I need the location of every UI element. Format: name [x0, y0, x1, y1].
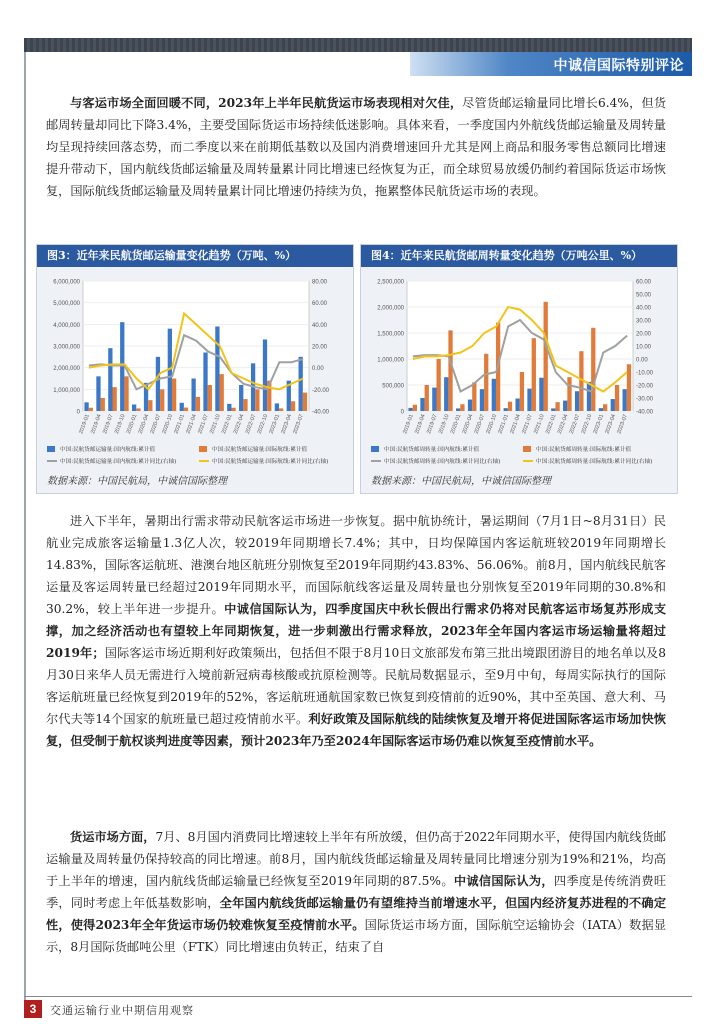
legend-label: 中国:民航货邮运输量:国际航线:累计值 [212, 447, 308, 453]
y-tick-label-right: 10.00 [636, 344, 652, 351]
legend-swatch [199, 446, 207, 452]
bar-series-2 [89, 408, 93, 411]
bar-series-1 [408, 408, 412, 411]
bar-series-2 [532, 338, 536, 411]
x-tick-label: 2023-01 [268, 413, 282, 435]
bar-series-2 [448, 330, 452, 411]
paragraph-body: 四季度是传统消费旺季，同时考虑上年低基数影响， [46, 874, 667, 910]
y-tick-label-left: 2,000,000 [377, 305, 404, 312]
x-tick-label: 2021-04 [185, 413, 198, 435]
bar-series-1 [527, 389, 531, 411]
bar-series-1 [456, 408, 460, 411]
x-tick-label: 2022-10 [256, 413, 270, 435]
y-tick-label-right: 60.00 [636, 279, 652, 286]
x-tick-label: 2021-07 [521, 413, 534, 435]
y-tick-label-left: 1,000,000 [53, 387, 80, 394]
x-tick-label: 2023-04 [280, 413, 294, 435]
legend-label: 中国:民航货邮运输量:国内航线:累计同比(右轴) [60, 459, 177, 465]
bar-series-2 [472, 382, 476, 411]
x-tick-label: 2019-10 [437, 413, 451, 435]
bar-series-2 [303, 393, 307, 411]
y-tick-label-right: 60.00 [312, 301, 328, 308]
bar-series-2 [243, 399, 247, 411]
bar-series-1 [575, 391, 579, 411]
legend-swatch [371, 446, 379, 452]
x-tick-label: 2023-01 [592, 413, 606, 435]
x-tick-label: 2019-10 [113, 413, 127, 435]
paragraph-passenger-h2 [46, 510, 666, 752]
paragraph-body: 国际货运市场方面，国际航空运输协会（IATA）数据显示，8月国际货邮吨公里（FTK）同比增速由负转正，结束了自 [46, 918, 667, 954]
bar-series-1 [504, 408, 508, 411]
y-tick-label-right: 20.00 [312, 344, 328, 351]
figure-4-source: 数据来源：中国民航局，中诚信国际整理 [371, 476, 551, 487]
figure-3-source: 数据来源：中国民航局，中诚信国际整理 [47, 476, 227, 487]
bar-series-1 [468, 400, 472, 411]
bar-series-1 [215, 327, 219, 412]
bar-series-2 [484, 354, 488, 411]
bar-series-2 [436, 359, 440, 411]
y-tick-label-left: 5,000,000 [53, 301, 80, 308]
bar-series-1 [96, 376, 100, 411]
x-tick-label: 2020-04 [137, 413, 151, 435]
bar-series-2 [184, 408, 188, 411]
bar-series-2 [291, 401, 295, 411]
bar-series-2 [136, 408, 140, 411]
x-tick-label: 2022-01 [221, 413, 234, 435]
x-tick-label: 2023-04 [604, 413, 618, 435]
paragraph-bold: 中诚信国际认为， [453, 874, 554, 888]
bar-series-1 [263, 340, 267, 412]
bar-series-2 [425, 385, 429, 411]
bar-series-1 [203, 353, 207, 412]
bar-series-1 [120, 322, 124, 411]
figure-4 [360, 244, 678, 494]
paragraph-body: 7月、8月国内消费同比增速较上半年有所放缓，但仍高于2022年同期水平，使得国内航线货邮运输量及周转量仍保持较高的同比增速。前8月，国内航线货邮运输量及周转量同比增速分别为19%和21%，均高于上半年的增速，国内航线货邮运输量已经恢复至2019年同期的87.5%。 [46, 830, 666, 888]
x-tick-label: 2021-10 [533, 413, 546, 435]
x-tick-label: 2022-07 [244, 413, 258, 435]
legend-swatch [47, 446, 55, 452]
header-title: 中诚信国际特别评论 [553, 58, 684, 74]
paragraph-bold: 利好政策及国际航线的陆续恢复及增开将促进国际客运市场加快恢复，但受制于航权谈判进度等因素，预计2023年乃至2024年国际客运市场仍难以恢复至疫情前水平。 [46, 712, 666, 748]
y-tick-label-right: 20.00 [636, 331, 652, 338]
bar-series-2 [124, 376, 128, 411]
bar-series-2 [520, 372, 524, 411]
x-tick-label: 2020-04 [461, 413, 475, 435]
bar-series-1 [480, 389, 484, 411]
bar-series-2 [615, 385, 619, 411]
figure-3 [36, 244, 354, 494]
bar-series-2 [544, 302, 548, 411]
y-tick-label-left: 6,000,000 [53, 279, 80, 286]
y-tick-label-right: -10.00 [636, 370, 654, 377]
bar-series-1 [239, 385, 243, 411]
x-tick-label: 2021-01 [497, 413, 510, 435]
x-tick-label: 2022-04 [232, 413, 246, 435]
bar-series-1 [551, 408, 555, 411]
bar-series-1 [108, 348, 112, 411]
y-tick-label-right: 0.00 [636, 357, 648, 364]
bar-series-1 [132, 405, 136, 412]
bar-series-2 [196, 397, 200, 411]
paragraph-cargo-h2 [46, 826, 666, 958]
bar-series-1 [539, 378, 543, 411]
y-tick-label-left: 500,000 [382, 383, 404, 390]
bar-series-2 [101, 398, 105, 411]
page-number: 3 [24, 1000, 42, 1018]
footer-rule [24, 996, 692, 997]
bar-series-2 [627, 364, 631, 411]
paragraph-cargo-intro [46, 92, 666, 202]
y-tick-label-right: 40.00 [636, 305, 652, 312]
paragraph-bold: 全年国内航线货邮运输量仍有望维持当前增速水平，但国内经济复苏进程的不确定性，使得2023年全年货运市场仍较难恢复至疫情前水平。 [46, 896, 667, 932]
bar-series-2 [148, 400, 152, 411]
x-tick-label: 2022-07 [568, 413, 582, 435]
bar-series-2 [255, 389, 259, 411]
bar-series-1 [420, 398, 424, 411]
bar-series-1 [563, 401, 567, 411]
bar-series-2 [508, 402, 512, 411]
y-tick-label-right: 0.00 [312, 366, 324, 373]
bar-series-1 [587, 382, 591, 411]
x-tick-label: 2021-04 [509, 413, 522, 435]
paragraph-body: 国际客运市场近期利好政策频出，包括但不限于8月10日文旅部发布第三批出境跟团游目的地名单以及8月30日来华人员无需进行入境前新冠病毒核酸或抗原检测等。民航局数据显示，至9月中旬，每周实际执行的国际客运航班量已经恢复到2019年的52%，客运航班通航国家数已恢复到疫情前的近90%，其中至英国、意大利、马尔代夫等14个国家的航班量已超过疫情前水平。 [46, 646, 667, 726]
y-tick-label-left: 0 [76, 409, 80, 416]
bar-series-2 [220, 374, 224, 411]
legend-label: 中国:民航货邮周转量:国际航线:累计值 [536, 447, 632, 453]
bar-series-2 [567, 377, 571, 411]
paragraph-body: 进入下半年，暑期出行需求带动民航客运市场进一步恢复。据中航协统计，暑运期间（7月1日~8月31日）民航业完成旅客运输量1.3亿人次，较2019年同期增长7.4%；其中，日均保障国内客运航班较2019年同期增长14.83%，国际客运航班、港澳台地区航班分别恢复至2019年同期约43.83%、56.06%。前8月，国内航线民航客运量及客运周转量已经超过2019年同期水平，而国际航线客运量及周转量也分别恢复至2019年同期的30.8%和30.2%，较上半年进一步提升。 [46, 514, 666, 616]
figure-4-chart [367, 273, 673, 473]
y-tick-label-right: -20.00 [312, 387, 330, 394]
paragraph-body: 尽管货邮运输量同比增长6.4%，但货邮周转量却同比下降3.4%，主要受国际货运市场持续低迷影响。具体来看，一季度国内外航线货邮运输量及周转量均呈现持续回落态势，而二季度以来在前期低基数以及国内消费增速回升尤其是网上商品和服务零售总额同比增速提升带动下，国内航线货邮运输量及周转量累计同比增速已经恢复为正，而全球贸易放缓仍制约着国际货运市场恢复，国际航线货邮运输量及周转量累计同比增速仍持续为负，拖累整体民航货运市场的表现。 [46, 96, 667, 198]
y-tick-label-left: 3,000,000 [53, 344, 80, 351]
y-tick-label-left: 1,500,000 [377, 331, 404, 338]
bar-series-1 [492, 379, 496, 411]
y-tick-label-right: 80.00 [312, 279, 328, 286]
legend-label: 中国:民航货邮运输量:国内航线:累计值 [60, 447, 156, 453]
bar-series-1 [84, 402, 88, 411]
bar-series-2 [208, 385, 212, 411]
y-tick-label-left: 2,000,000 [53, 366, 80, 373]
paragraph-bold: 中诚信国际认为，四季度国庆中秋长假出行需求仍将对民航客运市场复苏形成支撑，加之经济活动也有望较上年同期恢复，进一步刺激出行需求释放，2023年全年国内客运市场运输量将超过2019年； [46, 602, 667, 660]
header-dark-band [24, 38, 692, 52]
x-tick-label: 2021-01 [173, 413, 186, 435]
bar-series-2 [112, 387, 116, 411]
legend-label: 中国:民航货邮运输量:国际航线:累计同比(右轴) [212, 459, 329, 465]
legend-label: 中国:民航货邮周转量:国际航线:累计同比(右轴) [536, 459, 653, 465]
x-tick-label: 2020-01 [125, 413, 139, 435]
x-tick-label: 2021-07 [197, 413, 210, 435]
x-tick-label: 2023-07 [616, 413, 629, 435]
y-tick-label-right: -20.00 [636, 383, 654, 390]
y-tick-label-right: 50.00 [636, 292, 652, 299]
x-tick-label: 2019-01 [402, 413, 415, 435]
y-tick-label-left: 2,500,000 [377, 279, 404, 286]
x-tick-label: 2019-04 [414, 413, 427, 435]
bar-series-2 [172, 379, 176, 412]
x-tick-label: 2020-10 [485, 413, 499, 435]
bar-series-1 [432, 388, 436, 411]
x-tick-label: 2020-07 [149, 413, 163, 435]
y-tick-label-right: -40.00 [636, 409, 654, 416]
figure-3-chart [43, 273, 349, 473]
bar-series-2 [460, 404, 464, 411]
bar-series-1 [156, 357, 160, 411]
x-tick-label: 2022-01 [545, 413, 558, 435]
legend-label: 中国:民航货邮周转量:国内航线:累计同比(右轴) [384, 459, 501, 465]
x-tick-label: 2020-01 [449, 413, 463, 435]
x-tick-label: 2019-04 [90, 413, 103, 435]
bar-series-1 [444, 377, 448, 411]
bar-series-2 [279, 408, 283, 411]
bar-series-2 [231, 408, 235, 411]
y-tick-label-left: 1,000,000 [377, 357, 404, 364]
bar-series-2 [413, 405, 417, 411]
bar-series-1 [227, 404, 231, 411]
figure-4-title: 图4：近年来民航货邮周转量变化趋势（万吨公里、%） [361, 245, 677, 267]
y-tick-label-right: 30.00 [636, 318, 652, 325]
bar-series-2 [591, 328, 595, 411]
bar-series-1 [299, 357, 303, 411]
x-tick-label: 2021-10 [209, 413, 222, 435]
figure-3-title: 图3：近年来民航货邮运输量变化趋势（万吨、%） [37, 245, 353, 267]
paragraph-lead-bold: 与客运市场全面回暖不同，2023年上半年民航货运市场表现相对欠佳， [70, 96, 463, 110]
x-tick-label: 2019-07 [102, 413, 115, 435]
legend-label: 中国:民航货邮周转量:国内航线:累计值 [384, 447, 480, 453]
bar-series-1 [623, 389, 627, 411]
bar-series-1 [515, 399, 519, 411]
x-tick-label: 2022-04 [556, 413, 570, 435]
y-tick-label-right: 40.00 [312, 322, 328, 329]
bar-series-1 [275, 403, 279, 411]
x-tick-label: 2019-07 [426, 413, 439, 435]
bar-series-2 [603, 404, 607, 411]
x-tick-label: 2020-10 [161, 413, 175, 435]
y-tick-label-left: 0 [400, 409, 404, 416]
legend-swatch [523, 446, 531, 452]
bar-series-1 [599, 408, 603, 411]
x-tick-label: 2019-01 [78, 413, 91, 435]
x-tick-label: 2023-07 [292, 413, 305, 435]
bar-series-1 [191, 379, 195, 412]
bar-series-2 [555, 402, 559, 411]
y-tick-label-right: -40.00 [312, 409, 330, 416]
left-margin-rule [24, 52, 26, 1000]
bar-series-1 [180, 403, 184, 411]
x-tick-label: 2020-07 [473, 413, 487, 435]
paragraph-bold: 货运市场方面， [70, 830, 156, 844]
x-tick-label: 2022-10 [580, 413, 594, 435]
footer-text: 交通运输行业中期信用观察 [50, 1004, 194, 1017]
bar-series-2 [160, 389, 164, 411]
y-tick-label-right: -30.00 [636, 396, 654, 403]
y-tick-label-left: 4,000,000 [53, 322, 80, 329]
bar-series-1 [611, 399, 615, 411]
